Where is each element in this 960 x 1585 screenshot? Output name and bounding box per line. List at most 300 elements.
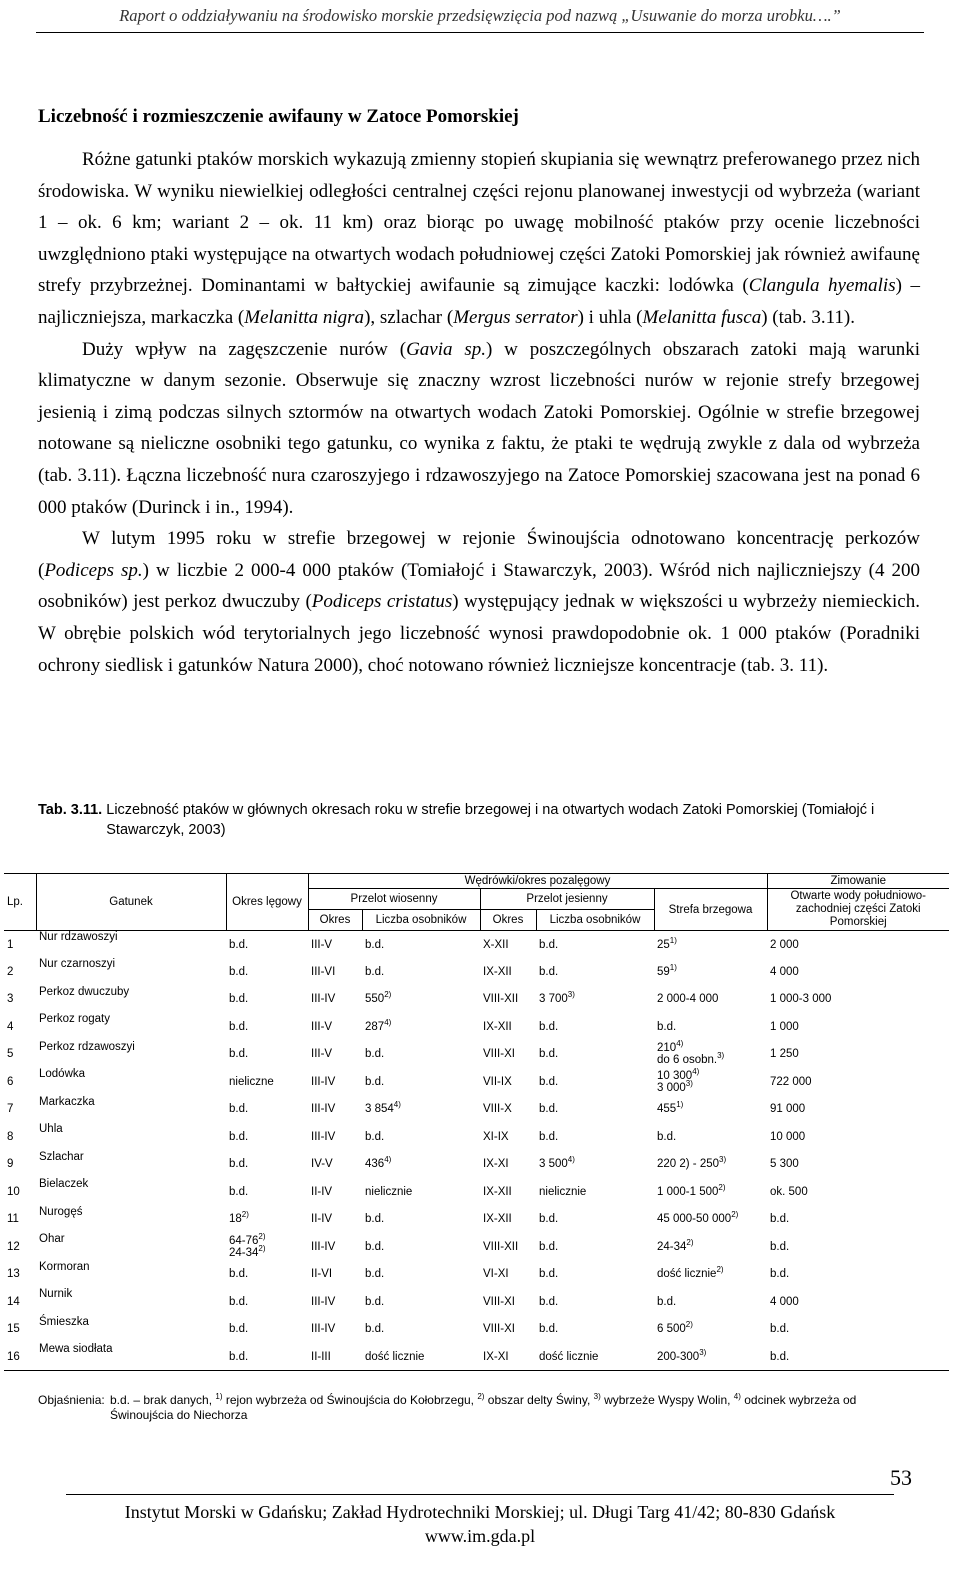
cell-autumn-count	[536, 1261, 654, 1289]
notes-text	[110, 1393, 915, 1423]
cell-okres-legowy	[226, 1151, 308, 1179]
cell-spring-count	[362, 1261, 480, 1289]
cell-spring-count-value: b.d.	[365, 1323, 385, 1336]
cell-autumn-count-value: b.d.	[539, 1075, 559, 1088]
section-heading: Liczebność i rozmieszczenie awifauny w Zatoce Pomorskiej	[38, 106, 519, 127]
cell-spring-count	[362, 1041, 480, 1069]
cell-spring-period: III-V	[311, 938, 333, 951]
cell-okres-legowy	[226, 1206, 308, 1234]
table-row	[4, 1343, 949, 1371]
cell-okres-legowy-value: b.d.	[229, 938, 249, 951]
cell-spring-count-value: b.d.	[365, 1075, 385, 1088]
cell-okres-legowy	[226, 1288, 308, 1316]
cell-lp: 16	[4, 1343, 36, 1371]
header-otwarte-wody: Otwarte wody południowo-zachodniej części Zatoki Pomorskiej	[767, 889, 949, 931]
header-okres-wiosna: Okres	[308, 910, 362, 931]
cell-spring-count-value: b.d.	[365, 1268, 385, 1281]
cell-lp: 1	[7, 938, 14, 951]
cell-wintering: b.d.	[770, 1268, 790, 1281]
cell-wintering: b.d.	[767, 1343, 949, 1371]
table-caption-label: Tab. 3.11.	[38, 802, 103, 818]
notes-text-run: wybrzeże Wyspy Wolin,	[600, 1393, 734, 1407]
footnote-marker: 2)	[716, 1265, 724, 1275]
cell-species: Perkoz rdzawoszyi	[39, 1040, 135, 1053]
cell-autumn-count-value: dość licznie	[539, 1350, 599, 1363]
cell-coastal-zone	[654, 1233, 767, 1261]
cell-autumn-period: IX-XII	[483, 1020, 512, 1033]
cell-autumn-count	[536, 1068, 654, 1096]
cell-autumn-period: IX-XI	[483, 1158, 509, 1171]
cell-spring-count-value: 287	[365, 1020, 385, 1033]
footnote-marker: 3)	[699, 1347, 707, 1357]
header-liczba-wiosna: Liczba osobników	[362, 910, 480, 931]
cell-autumn-count-value: b.d.	[539, 1048, 559, 1061]
cell-okres-legowy-value: b.d.	[229, 1048, 249, 1061]
cell-autumn-count	[536, 1123, 654, 1151]
cell-spring-count	[362, 1343, 480, 1371]
cell-coastal-zone	[654, 1343, 767, 1371]
cell-coastal-zone	[654, 1206, 767, 1234]
cell-wintering: 2 000	[770, 938, 799, 951]
cell-spring-count	[362, 931, 480, 959]
cell-coastal-zone-value: 1 000-1 500	[657, 1185, 719, 1198]
cell-spring-period: II-III	[308, 1343, 362, 1371]
cell-okres-legowy-value: 64-76	[229, 1234, 259, 1247]
cell-okres-legowy	[226, 1096, 308, 1124]
table-row	[4, 1013, 949, 1041]
cell-autumn-count	[536, 1096, 654, 1124]
header-wedrowki: Wędrówki/okres pozalęgowy	[308, 874, 767, 889]
cell-coastal-zone	[654, 1041, 767, 1069]
cell-coastal-zone	[654, 1013, 767, 1041]
cell-wintering: b.d.	[770, 1213, 790, 1226]
cell-coastal-zone	[654, 1123, 767, 1151]
notes-label: Objaśnienia:	[38, 1393, 105, 1407]
cell-coastal-zone-value: b.d.	[657, 1130, 677, 1143]
cell-okres-legowy-value: b.d.	[229, 1185, 249, 1198]
footnote-marker: 2)	[477, 1392, 485, 1401]
table-row	[4, 1261, 949, 1289]
footer-website: www.im.gda.pl	[424, 1526, 536, 1546]
cell-lp: 9	[7, 1158, 14, 1171]
cell-autumn-count-value: b.d.	[539, 1323, 559, 1336]
cell-coastal-zone	[654, 931, 767, 959]
cell-coastal-zone-value: 210	[657, 1042, 677, 1055]
cell-coastal-zone-value: 220 2) - 250	[657, 1158, 720, 1171]
table-row	[4, 958, 949, 986]
header-przelot-jesienny: Przelot jesienny	[480, 889, 654, 910]
species-latin-name: Podiceps sp.	[44, 559, 143, 581]
header-gatunek: Gatunek	[36, 874, 226, 931]
cell-autumn-count	[536, 1151, 654, 1179]
cell-spring-count	[362, 1068, 480, 1096]
footnote-marker: 2)	[686, 1237, 694, 1247]
table-row	[4, 1178, 949, 1206]
cell-species: Kormoran	[39, 1260, 90, 1273]
cell-coastal-zone-value: 59	[657, 965, 670, 978]
footnote-marker: 3)	[685, 1078, 693, 1088]
cell-spring-count	[362, 1178, 480, 1206]
cell-coastal-zone-value: b.d.	[657, 1020, 677, 1033]
cell-wintering: 1 250	[770, 1048, 799, 1061]
cell-wintering: b.d.	[770, 1323, 790, 1336]
cell-coastal-zone-value: 455	[657, 1103, 677, 1116]
paragraph	[38, 334, 920, 524]
cell-okres-legowy-value: nieliczne	[229, 1075, 274, 1088]
footnote-marker: 3)	[717, 1051, 725, 1061]
cell-species: Nur rdzawoszyi	[39, 931, 118, 943]
cell-autumn-count-value: b.d.	[539, 1103, 559, 1116]
header-strefa-brzegowa: Strefa brzegowa	[654, 889, 767, 931]
cell-spring-count-value: 3 854	[365, 1103, 394, 1116]
text-run: ) w liczbie 2 000-4 000 ptaków (Tomiałojć i Stawarczyk, 2003). Wśród nich najliczniejszy (4 200 osobników) jest perkoz dwuczuby (	[38, 559, 920, 613]
footnote-marker: 4)	[676, 1039, 684, 1049]
table-caption	[38, 800, 918, 840]
cell-autumn-count-value: b.d.	[539, 938, 559, 951]
text-run: ) (tab. 3.11).	[761, 306, 855, 328]
cell-autumn-count-value: 3 500	[539, 1158, 568, 1171]
species-latin-name: Clangula hyemalis	[748, 275, 896, 297]
cell-spring-count	[362, 986, 480, 1014]
cell-species: Lodówka	[39, 1068, 86, 1080]
footnote-marker: 3)	[593, 1392, 601, 1401]
cell-coastal-zone-value: b.d.	[657, 1295, 677, 1308]
cell-okres-legowy	[226, 931, 308, 959]
cell-autumn-period: XI-IX	[483, 1130, 509, 1143]
cell-spring-count	[362, 1123, 480, 1151]
species-latin-name: Melanitta fusca	[642, 306, 762, 328]
cell-spring-period: IV-V	[311, 1158, 333, 1171]
cell-autumn-count	[536, 1233, 654, 1261]
cell-spring-count-value: b.d.	[365, 1130, 385, 1143]
cell-okres-legowy	[226, 958, 308, 986]
cell-okres-legowy-value: 24-34	[229, 1246, 259, 1259]
notes-text-run: obszar delty Świny,	[484, 1393, 594, 1407]
cell-okres-legowy-value: 18	[229, 1213, 242, 1226]
cell-species: Nur czarnoszyi	[39, 958, 116, 970]
cell-autumn-count-value: b.d.	[539, 1240, 559, 1253]
cell-autumn-count	[536, 1288, 654, 1316]
cell-species: Nurnik	[39, 1288, 73, 1300]
cell-okres-legowy-value: b.d.	[229, 1130, 249, 1143]
species-latin-name: Mergus serrator	[453, 306, 578, 328]
cell-spring-count-value: b.d.	[365, 938, 385, 951]
cell-species: Bielaczek	[39, 1178, 89, 1190]
cell-autumn-count-value: b.d.	[539, 1213, 559, 1226]
cell-okres-legowy	[226, 1013, 308, 1041]
cell-wintering: 1 000	[770, 1020, 799, 1033]
table-row	[4, 986, 949, 1014]
cell-spring-period: III-IV	[311, 1295, 336, 1308]
cell-wintering: 722 000	[770, 1075, 812, 1088]
footer-institution: Instytut Morski w Gdańsku; Zakład Hydrotechniki Morskiej; ul. Długi Targ 41/42; 80-830 Gdańsk	[124, 1502, 836, 1522]
cell-spring-count	[362, 1288, 480, 1316]
cell-wintering: 5 300	[770, 1158, 799, 1171]
cell-autumn-count-value: nielicznie	[539, 1185, 587, 1198]
footnote-marker: 2)	[685, 1320, 693, 1330]
cell-wintering: b.d.	[770, 1240, 790, 1253]
cell-wintering: 1 000-3 000	[770, 993, 832, 1006]
cell-spring-period: III-IV	[311, 1103, 336, 1116]
cell-coastal-zone-value: dość licznie	[657, 1268, 717, 1281]
cell-coastal-zone	[654, 1096, 767, 1124]
cell-coastal-zone	[654, 986, 767, 1014]
cell-okres-legowy	[226, 1123, 308, 1151]
cell-autumn-count-value: b.d.	[539, 1020, 559, 1033]
cell-spring-period: II-IV	[311, 1213, 333, 1226]
footnote-marker: 2)	[731, 1210, 739, 1220]
cell-okres-legowy-value: b.d.	[229, 1295, 249, 1308]
cell-autumn-period: VIII-X	[483, 1103, 512, 1116]
text-run: ) występujący jednak w większości u wybrzeży niemieckich. W obrębie polskich wód terytorialnych jego liczebność wynosi prawdopodobnie ok. 1 000 ptaków (Poradniki ochrony siedlisk i gatunków Natura 2000), choć notowano również liczniejsze koncentracje (tab. 3. 11).	[38, 591, 920, 676]
paragraph	[38, 144, 920, 334]
footnote-marker: 2)	[384, 990, 392, 1000]
cell-spring-count-value: 550	[365, 993, 385, 1006]
cell-lp: 14	[7, 1295, 20, 1308]
table-row	[4, 1206, 949, 1234]
cell-spring-count-value: b.d.	[365, 965, 385, 978]
cell-lp: 11	[7, 1213, 19, 1226]
cell-okres-legowy-value: b.d.	[229, 1268, 249, 1281]
footnote-marker: 1)	[676, 1100, 684, 1110]
cell-spring-period: III-VI	[311, 965, 336, 978]
cell-autumn-count	[536, 986, 654, 1014]
footer	[0, 1500, 960, 1548]
cell-autumn-period: VIII-XI	[483, 1323, 515, 1336]
page-number: 53	[890, 1465, 912, 1490]
table-body	[4, 931, 949, 1371]
cell-spring-count	[362, 1233, 480, 1261]
table-row	[4, 1123, 949, 1151]
cell-autumn-period: VIII-XII	[483, 993, 519, 1006]
cell-species: Markaczka	[39, 1095, 95, 1108]
cell-okres-legowy	[226, 1178, 308, 1206]
footnote-marker: 3)	[719, 1155, 727, 1165]
cell-lp: 15	[7, 1323, 20, 1336]
notes-text-run: b.d. – brak danych,	[110, 1393, 216, 1407]
header-przelot-wiosenny: Przelot wiosenny	[308, 889, 480, 910]
text-run: ) w poszczególnych obszarach zatoki mają warunki klimatyczne w danym sezonie. Obserwuje się znaczny wzrost liczebności nurów w rejonie strefy brzegowej jesienią i zimą podczas silnych sztormów na otwartych wodach Zatoki Pomorskiej. Ogólnie w strefie brzegowej notowane są nieliczne osobniki tego gatunku, co wynika z faktu, że ptaki te wędrują zwykle z dala od wybrzeża (tab. 3.11). Łączna liczebność nura czaroszyjego i rdzawoszyjego na Zatoce Pomorskiej szacowana jest na ponad 6 000 ptaków (Durinck i in., 1994).	[38, 338, 921, 518]
notes-text-run: rejon wybrzeża od Świnoujścia do Kołobrzegu,	[222, 1393, 478, 1407]
cell-spring-count	[362, 1151, 480, 1179]
footer-rule	[66, 1494, 894, 1495]
table-row	[4, 1041, 949, 1069]
cell-spring-period: III-IV	[311, 993, 336, 1006]
cell-spring-count-value: b.d.	[365, 1048, 385, 1061]
cell-wintering: ok. 500	[770, 1185, 808, 1198]
cell-okres-legowy	[226, 1343, 308, 1371]
cell-coastal-zone-value: 200-300	[657, 1350, 700, 1363]
cell-species: Mewa siodłata	[36, 1343, 226, 1371]
cell-wintering: 4 000	[770, 965, 799, 978]
cell-spring-period: III-IV	[311, 1075, 336, 1088]
text-run: W lutym 1995 roku w strefie brzegowej w rejonie Świnoujścia odnotowano koncentrację perkozów (	[38, 528, 920, 581]
cell-species: Nurogęś	[39, 1205, 83, 1218]
text-run: ), szlachar (	[364, 306, 454, 328]
header-liczba-jesien: Liczba osobników	[536, 910, 654, 931]
footnote-marker: 4)	[384, 1017, 392, 1027]
cell-autumn-count	[536, 1013, 654, 1041]
cell-autumn-count	[536, 1206, 654, 1234]
species-latin-name: Podiceps cristatus	[311, 591, 453, 613]
cell-spring-count	[362, 1316, 480, 1344]
cell-autumn-count-value: b.d.	[539, 1268, 559, 1281]
footnote-marker: 2)	[718, 1182, 726, 1192]
cell-okres-legowy-value: b.d.	[229, 1158, 249, 1171]
table-caption-text: Liczebność ptaków w głównych okresach roku w strefie brzegowej i na otwartych wodach Zatoki Pomorskiej (Tomiałojć i Stawarczyk, 2003)	[106, 802, 875, 838]
cell-coastal-zone	[654, 1316, 767, 1344]
cell-coastal-zone-value: 24-34	[657, 1240, 687, 1253]
cell-spring-count-value: nielicznie	[365, 1185, 413, 1198]
cell-wintering: 4 000	[770, 1295, 799, 1308]
cell-autumn-count	[536, 1041, 654, 1069]
header-okres-legowy: Okres lęgowy	[226, 874, 308, 931]
cell-lp: 13	[7, 1268, 20, 1281]
cell-okres-legowy	[226, 1233, 308, 1261]
cell-coastal-zone	[654, 1068, 767, 1096]
cell-wintering: 10 000	[770, 1130, 806, 1143]
cell-lp: 6	[7, 1075, 14, 1088]
cell-okres-legowy-value: b.d.	[229, 1020, 249, 1033]
cell-autumn-count	[536, 1316, 654, 1344]
cell-autumn-period: IX-XII	[483, 965, 512, 978]
cell-spring-count	[362, 958, 480, 986]
species-latin-name: Gavia sp.	[406, 338, 486, 360]
cell-autumn-period: X-XII	[483, 938, 509, 951]
cell-lp: 8	[7, 1130, 14, 1143]
cell-lp: 4	[7, 1020, 14, 1033]
header-rule	[36, 32, 924, 33]
table-notes	[38, 1393, 918, 1423]
cell-autumn-period: VIII-XI	[483, 1048, 515, 1061]
cell-coastal-zone-value: 6 500	[657, 1323, 686, 1336]
cell-okres-legowy-value: b.d.	[229, 965, 249, 978]
cell-coastal-zone-value: 3 000	[657, 1081, 686, 1094]
table-row	[4, 931, 949, 959]
cell-coastal-zone-value: 45 000-50 000	[657, 1213, 732, 1226]
cell-autumn-period: VI-XI	[483, 1268, 509, 1281]
text-run: ) – najliczniejsza, markaczka (	[38, 275, 920, 328]
cell-autumn-count	[536, 1178, 654, 1206]
cell-coastal-zone-value: 2 000-4 000	[657, 993, 719, 1006]
cell-okres-legowy	[226, 1316, 308, 1344]
footnote-marker: 2)	[258, 1231, 266, 1241]
cell-coastal-zone	[654, 1261, 767, 1289]
table-row	[4, 1068, 949, 1096]
cell-coastal-zone	[654, 1288, 767, 1316]
footnote-marker: 1)	[669, 962, 677, 972]
header-zimowanie: Zimowanie	[767, 874, 949, 889]
cell-spring-count-value: b.d.	[365, 1240, 385, 1253]
cell-lp: 3	[7, 993, 14, 1006]
footnote-marker: 4)	[692, 1066, 700, 1076]
cell-coastal-zone	[654, 958, 767, 986]
table-row	[4, 1233, 949, 1261]
cell-spring-count-value: b.d.	[365, 1213, 385, 1226]
cell-autumn-count-value: b.d.	[539, 1130, 559, 1143]
cell-lp: 7	[7, 1103, 14, 1116]
cell-okres-legowy	[226, 1261, 308, 1289]
cell-spring-period: III-IV	[311, 1240, 336, 1253]
cell-spring-count-value: b.d.	[365, 1295, 385, 1308]
cell-okres-legowy-value: b.d.	[229, 1350, 249, 1363]
footnote-marker: 2)	[258, 1243, 266, 1253]
footnote-marker: 4)	[567, 1155, 575, 1165]
cell-lp: 10	[7, 1185, 20, 1198]
cell-spring-period: III-V	[311, 1020, 333, 1033]
cell-autumn-period: IX-XI	[480, 1343, 536, 1371]
cell-coastal-zone-value: 10 300	[657, 1069, 693, 1082]
cell-spring-count	[362, 1206, 480, 1234]
footnote-marker: 4)	[733, 1392, 741, 1401]
cell-lp: 12	[7, 1240, 20, 1253]
running-header: Raport o oddziaływaniu na środowisko morskie przedsięwzięcia pod nazwą „Usuwanie do morza urobku….”	[119, 6, 841, 25]
cell-autumn-period: VIII-XI	[483, 1295, 515, 1308]
cell-species: Śmieszka	[39, 1315, 89, 1328]
paragraph	[38, 523, 920, 681]
cell-autumn-count-value: b.d.	[539, 1295, 559, 1308]
cell-coastal-zone-value: do 6 osobn.	[657, 1054, 718, 1067]
footnote-marker: 4)	[384, 1155, 392, 1165]
cell-lp: 2	[7, 965, 14, 978]
cell-autumn-period: IX-XII	[483, 1213, 512, 1226]
species-latin-name: Melanitta nigra	[244, 306, 365, 328]
notes-text-run: odcinek wybrzeża od Świnoujścia do Niechorza	[110, 1393, 857, 1422]
birds-table	[4, 873, 949, 1371]
cell-okres-legowy-value: b.d.	[229, 1323, 249, 1336]
table-row	[4, 1151, 949, 1179]
cell-autumn-count	[536, 1343, 654, 1371]
cell-okres-legowy	[226, 986, 308, 1014]
cell-species: Ohar	[39, 1233, 65, 1245]
cell-spring-period: III-IV	[311, 1323, 336, 1336]
cell-spring-period: III-V	[311, 1048, 333, 1061]
cell-autumn-count	[536, 931, 654, 959]
text-run: Duży wpływ na zagęszczenie nurów (	[82, 338, 407, 360]
text-run: Różne gatunki ptaków morskich wykazują zmienny stopień skupiania się wewnątrz preferowanego przez nich środowiska. W wyniku niewielkiej odległości centralnej części rejonu planowanej inwestycji od wybrzeża (wariant 1 – ok. 6 km; wariant 2 – ok. 11 km) oraz biorąc po uwagę mobilność ptaków przy ocenie liczebności uwzględniono ptaki występujące na otwartych wodach południowej części Zatoki Pomorskiej jak również awifaunę strefy przybrzeżnej. Dominantami w bałtyckiej awifaunie są zimujące kaczki: lodówka (	[38, 149, 920, 297]
cell-autumn-count-value: 3 700	[539, 993, 568, 1006]
cell-species: Szlachar	[39, 1150, 84, 1163]
cell-spring-count	[362, 1096, 480, 1124]
cell-coastal-zone	[654, 1151, 767, 1179]
table-row	[4, 1316, 949, 1344]
header-okres-jesien: Okres	[480, 910, 536, 931]
text-run: ) i uhla (	[577, 306, 643, 328]
footnote-marker: 1)	[215, 1392, 223, 1401]
table-row	[4, 1288, 949, 1316]
cell-species: Perkoz rogaty	[39, 1013, 110, 1025]
table-row	[4, 1096, 949, 1124]
cell-okres-legowy-value: b.d.	[229, 1103, 249, 1116]
cell-okres-legowy	[226, 1041, 308, 1069]
cell-coastal-zone-value: 25	[657, 938, 670, 951]
cell-spring-period: II-IV	[311, 1185, 333, 1198]
footnote-marker: 4)	[393, 1100, 401, 1110]
cell-spring-period: III-IV	[311, 1130, 336, 1143]
cell-autumn-period: VII-IX	[483, 1075, 512, 1088]
cell-species: Uhla	[39, 1123, 63, 1135]
cell-spring-period: II-VI	[311, 1268, 333, 1281]
cell-autumn-period: VIII-XII	[483, 1240, 519, 1253]
cell-wintering: 91 000	[770, 1103, 806, 1116]
cell-autumn-count	[536, 958, 654, 986]
cell-okres-legowy-value: b.d.	[229, 993, 249, 1006]
footnote-marker: 3)	[567, 990, 575, 1000]
header-lp: Lp.	[4, 874, 36, 931]
footnote-marker: 2)	[241, 1210, 249, 1220]
body-text	[38, 144, 920, 681]
cell-spring-count-value: dość licznie	[365, 1350, 425, 1363]
